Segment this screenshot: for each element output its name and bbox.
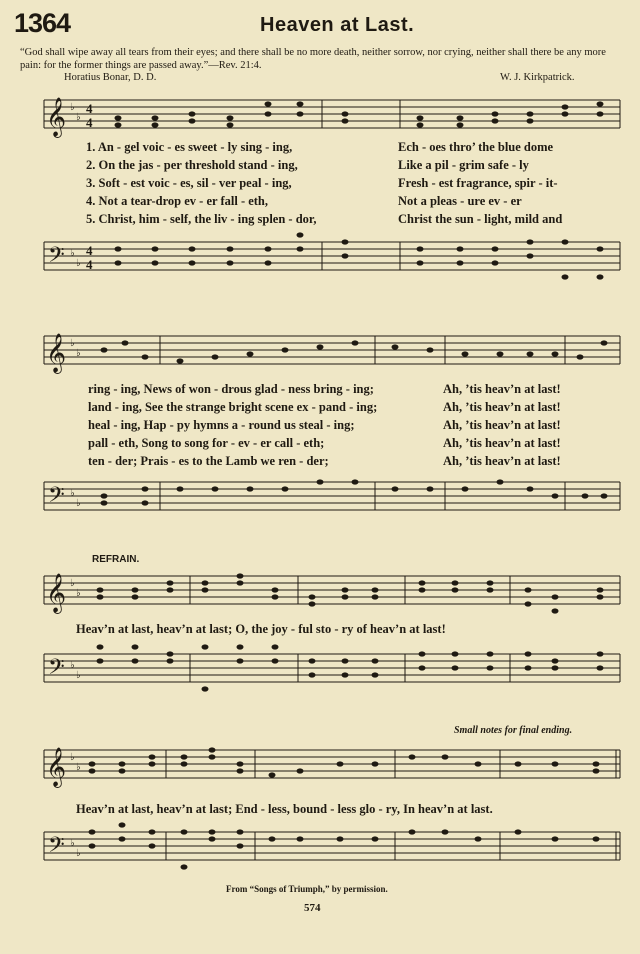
svg-text:4: 4: [86, 101, 93, 116]
system-3-bass-staff: [0, 640, 640, 696]
svg-text:♭: ♭: [70, 578, 75, 589]
verse-3-line-d: Ah, ’tis heav’n at last!: [443, 418, 561, 432]
svg-text:4: 4: [86, 115, 93, 130]
system-2-treble-staff: [0, 328, 640, 376]
svg-text:♭: ♭: [76, 498, 81, 509]
small-notes-note: Small notes for final ending.: [454, 725, 573, 736]
svg-text:4: 4: [86, 257, 93, 272]
svg-text:𝄞: 𝄞: [46, 335, 67, 372]
verse-1-line-c: ring - ing, News of won - drous glad - ness bring - ing;: [88, 382, 374, 396]
scripture-epigraph: “God shall wipe away all tears from their eyes; and there shall be no more death, neither sorrow, nor crying, neither shall there be any more pain: for the former things are passed away.”—Rev. 21:4.: [20, 47, 606, 71]
verse-1-line-d: Ah, ’tis heav’n at last!: [443, 382, 561, 396]
svg-text:𝄢: 𝄢: [48, 483, 65, 512]
refrain-label: REFRAIN.: [92, 554, 140, 565]
svg-text:♭: ♭: [76, 762, 81, 773]
svg-text:♭: ♭: [76, 348, 81, 359]
svg-text:♭: ♭: [70, 248, 75, 259]
verse-2-line-d: Ah, ’tis heav’n at last!: [443, 400, 561, 414]
svg-text:♭: ♭: [70, 752, 75, 763]
verse-4-line-d: Ah, ’tis heav’n at last!: [443, 436, 561, 450]
system-4-bass-staff: [0, 818, 640, 874]
verse-2-line-a: 2. On the jas - per threshold stand - ing,: [86, 158, 298, 172]
svg-text:♭: ♭: [70, 660, 75, 671]
svg-text:♭: ♭: [70, 488, 75, 499]
permission-credit: From “Songs of Triumph,” by permission.: [226, 884, 388, 894]
verse-5-line-c: ten - der; Prais - es to the Lamb we ren - der;: [88, 454, 329, 468]
hymn-title: Heaven at Last.: [260, 14, 415, 36]
svg-text:𝄞: 𝄞: [46, 575, 67, 612]
verse-2-line-b: Like a pil - grim safe - ly: [398, 158, 529, 172]
author-credit: Horatius Bonar, D. D.: [64, 72, 157, 83]
verse-4-line-b: Not a pleas - ure ev - er: [398, 194, 522, 208]
system-3-treble-staff: [0, 566, 640, 618]
svg-text:♭: ♭: [70, 102, 75, 113]
verse-5-line-a: 5. Christ, him - self, the liv - ing splen - dor,: [86, 212, 317, 226]
system-1-verse-lyrics: [86, 140, 626, 230]
svg-text:♭: ♭: [76, 670, 81, 681]
refrain-lyric-2: Heav’n at last, heav’n at last; End - less, bound - less glo - ry, In heav’n at last.: [76, 802, 493, 816]
hymn-number: 1364: [14, 8, 71, 38]
svg-text:4: 4: [86, 243, 93, 258]
svg-text:𝄢: 𝄢: [48, 833, 65, 862]
svg-text:𝄞: 𝄞: [46, 749, 67, 786]
verse-4-line-c: pall - eth, Song to song for - ev - er call - eth;: [88, 436, 325, 450]
svg-text:♭: ♭: [70, 338, 75, 349]
verse-4-line-a: 4. Not a tear-drop ev - er fall - eth,: [86, 194, 269, 208]
verse-5-line-b: Christ the sun - light, mild and: [398, 212, 563, 226]
verse-3-line-a: 3. Soft - est voic - es, sil - ver peal - ing,: [86, 176, 292, 190]
verse-1-line-a: 1. An - gel voic - es sweet - ly sing - ing,: [86, 140, 293, 154]
refrain-lyric-1: Heav’n at last, heav’n at last; O, the joy - ful sto - ry of heav’n at last!: [76, 622, 446, 636]
svg-text:𝄢: 𝄢: [48, 655, 65, 684]
verse-1-line-b: Ech - oes thro’ the blue dome: [398, 140, 554, 154]
verse-3-line-b: Fresh - est fragrance, spir - it-: [398, 176, 558, 190]
system-1-treble-staff: [0, 92, 640, 140]
system-2-verse-lyrics: [88, 382, 628, 472]
system-2-bass-staff: [0, 472, 640, 528]
svg-text:♭: ♭: [76, 848, 81, 859]
svg-text:♭: ♭: [70, 838, 75, 849]
system-1-bass-staff: [0, 232, 640, 292]
svg-text:♭: ♭: [76, 258, 81, 269]
verse-3-line-c: heal - ing, Hap - py hymns a - round us steal - ing;: [88, 418, 355, 432]
verse-5-line-d: Ah, ’tis heav’n at last!: [443, 454, 561, 468]
svg-text:♭: ♭: [76, 112, 81, 123]
verse-2-line-c: land - ing, See the strange bright scene ex - pand - ing;: [88, 400, 378, 414]
svg-text:𝄢: 𝄢: [48, 243, 65, 272]
svg-text:♭: ♭: [76, 588, 81, 599]
svg-text:𝄞: 𝄞: [46, 99, 67, 136]
composer-credit: W. J. Kirkpatrick.: [500, 72, 575, 83]
system-4-treble-staff: [0, 740, 640, 790]
page-number: 574: [304, 902, 321, 914]
